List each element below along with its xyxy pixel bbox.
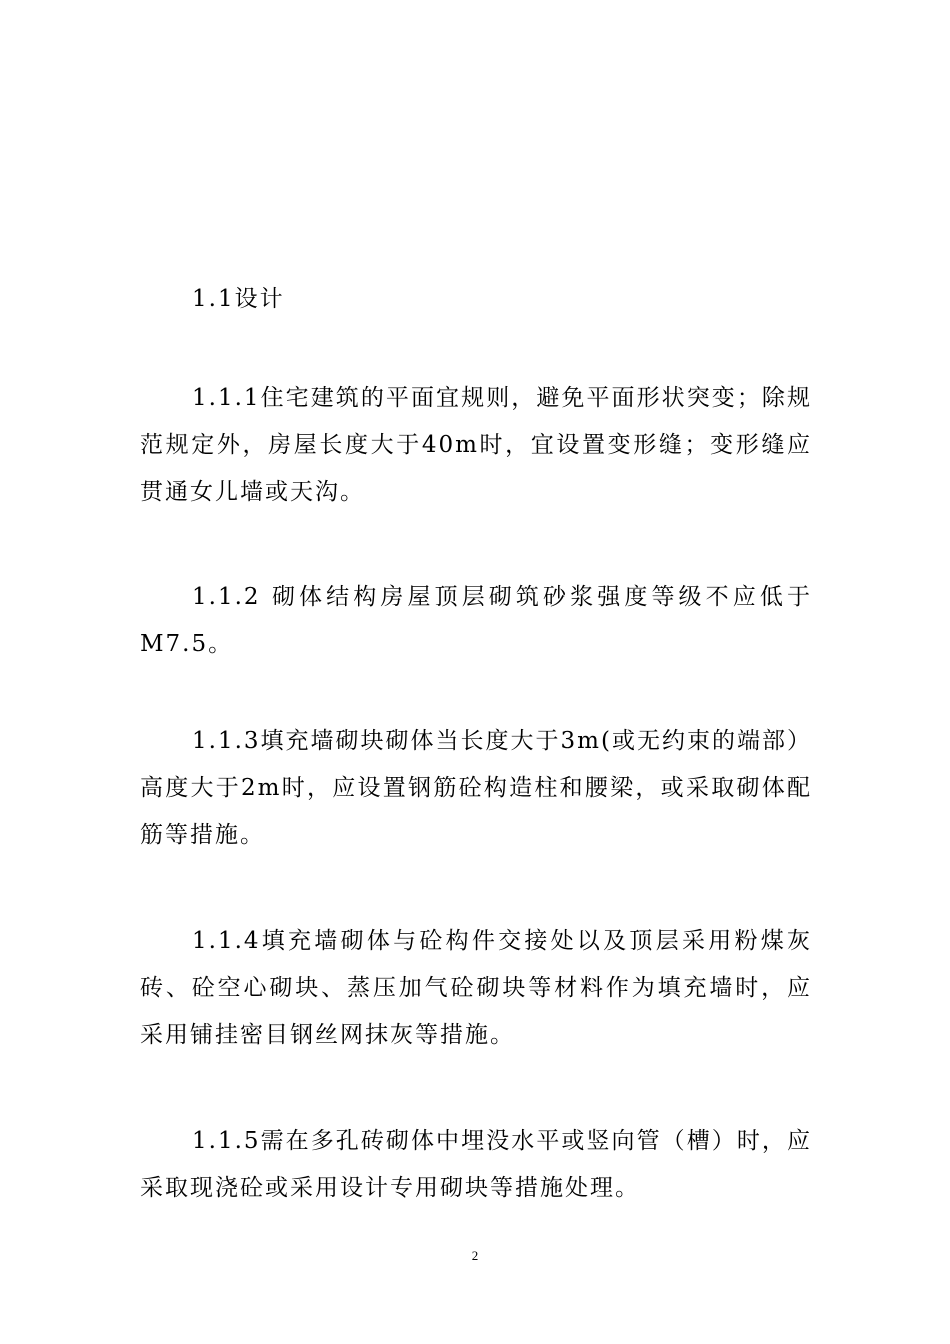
section-heading: 1.1设计 bbox=[192, 286, 285, 312]
paragraph-1-1-2: 1.1.2 砌体结构房屋顶层砌筑砂浆强度等级不应低于M7.5。 bbox=[140, 584, 812, 657]
paragraph-1-1-1: 1.1.1住宅建筑的平面宜规则，避免平面形状突变；除规范规定外，房屋长度大于40m时，宜设置变形缝；变形缝应贯通女儿墙或天沟。 bbox=[140, 385, 812, 505]
paragraph-1-1-3: 1.1.3填充墙砌块砌体当长度大于3m(或无约束的端部）高度大于2m时，应设置钢筋砼构造柱和腰梁，或采取砌体配筋等措施。 bbox=[140, 728, 812, 848]
paragraph-1-1-5: 1.1.5需在多孔砖砌体中埋没水平或竖向管（槽）时，应采取现浇砼或采用设计专用砌块等措施处理。 bbox=[140, 1128, 812, 1201]
paragraph-1-1-4: 1.1.4填充墙砌体与砼构件交接处以及顶层采用粉煤灰砖、砼空心砌块、蒸压加气砼砌块等材料作为填充墙时，应采用铺挂密目钢丝网抹灰等措施。 bbox=[140, 928, 812, 1048]
page-number: 2 bbox=[471, 1248, 479, 1263]
